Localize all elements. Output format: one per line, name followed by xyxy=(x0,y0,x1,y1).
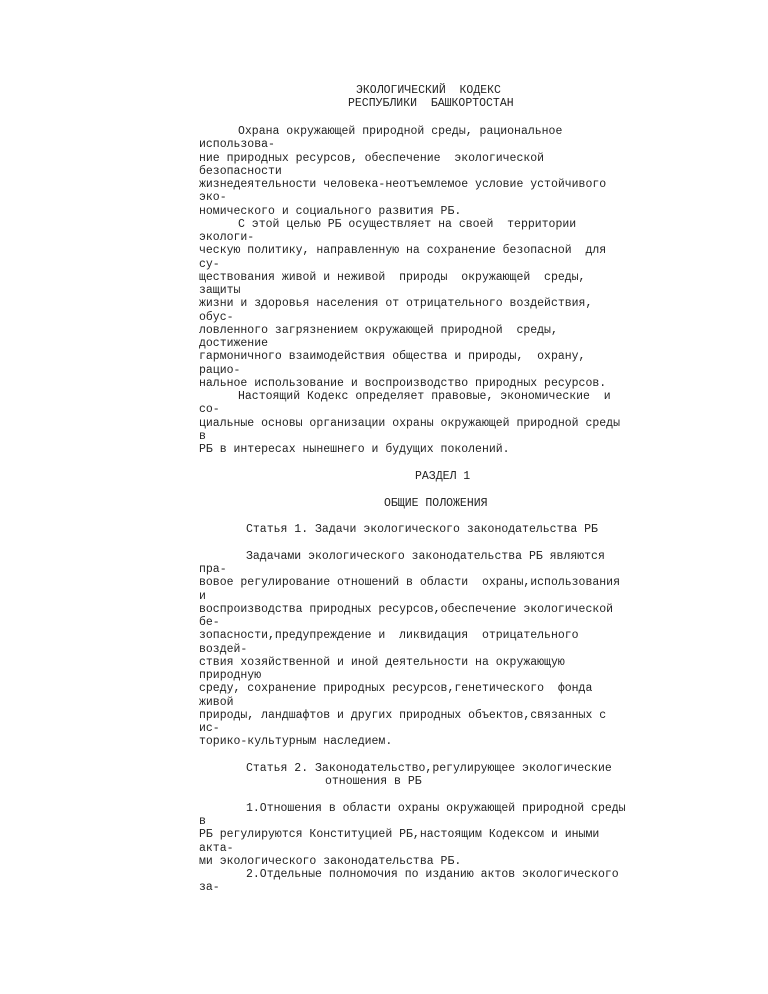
article-1-heading: Статья 1. Задачи экологического законодательства РБ xyxy=(246,523,598,536)
preamble-line: Охрана окружающей природной среды, рациональное xyxy=(238,125,563,138)
article-2-line: 2.Отдельные полномочия по изданию актов экологического xyxy=(246,868,619,881)
preamble-line: номического и социального развития РБ. xyxy=(199,205,462,218)
section-number: РАЗДЕЛ 1 xyxy=(415,470,471,483)
article-2-line: в xyxy=(199,815,206,828)
preamble-line: РБ в интересах нынешнего и будущих поколений. xyxy=(199,443,510,456)
article-2-heading-cont: отношения в РБ xyxy=(325,775,422,788)
preamble-line: Настоящий Кодекс определяет правовые, экономические и xyxy=(238,390,611,403)
preamble-line: ловленного загрязнением окружающей природной среды, xyxy=(199,324,558,337)
preamble-line: обус- xyxy=(199,311,234,324)
preamble-line: нальное использование и воспроизводство природных ресурсов. xyxy=(199,377,607,390)
article-1-line: природы, ландшафтов и других природных объектов,связанных с xyxy=(199,709,607,722)
preamble-line: безопасности xyxy=(199,165,282,178)
preamble-line: в xyxy=(199,430,206,443)
article-2-line: акта- xyxy=(199,842,234,855)
article-1-line: ис- xyxy=(199,722,220,735)
preamble-line: рацио- xyxy=(199,364,241,377)
preamble-line: достижение xyxy=(199,337,269,350)
article-2-line: за- xyxy=(199,881,220,894)
preamble-line: эко- xyxy=(199,191,227,204)
article-1-line: природную xyxy=(199,669,262,682)
preamble-line: использова- xyxy=(199,138,275,151)
title-line-2: РЕСПУБЛИКИ БАШКОРТОСТАН xyxy=(348,97,514,110)
preamble-line: со- xyxy=(199,403,220,416)
preamble-line: гармоничного взаимодействия общества и природы, охрану, xyxy=(199,350,586,363)
preamble-line: ществования живой и неживой природы окружающей среды, xyxy=(199,271,586,284)
article-1-line: и xyxy=(199,590,206,603)
article-1-line: бе- xyxy=(199,616,220,629)
preamble-line: су- xyxy=(199,258,220,271)
article-1-line: ствия хозяйственной и иной деятельности на окружающую xyxy=(199,656,565,669)
article-2-line: 1.Отношения в области охраны окружающей природной среды xyxy=(246,802,626,815)
preamble-line: защиты xyxy=(199,284,241,297)
preamble-line: ние природных ресурсов, обеспечение экологической xyxy=(199,152,545,165)
article-1-line: воздей- xyxy=(199,643,248,656)
title-line-1: ЭКОЛОГИЧЕСКИЙ КОДЕКС xyxy=(356,84,501,97)
article-1-line: живой xyxy=(199,696,234,709)
article-1-line: торико-культурным наследием. xyxy=(199,735,393,748)
article-1-line: вовое регулирование отношений в области охраны,использования xyxy=(199,576,620,589)
article-1-line: среду, сохранение природных ресурсов,генетического фонда xyxy=(199,682,593,695)
preamble-line: циальные основы организации охраны окружающей природной среды xyxy=(199,417,620,430)
article-1-line: пра- xyxy=(199,563,227,576)
article-2-heading: Статья 2. Законодательство,регулирующее экологические xyxy=(246,762,612,775)
preamble-line: жизни и здоровья населения от отрицательного воздействия, xyxy=(199,297,593,310)
article-2-line: ми экологического законодательства РБ. xyxy=(199,855,462,868)
article-1-line: Задачами экологического законодательства РБ являются xyxy=(246,550,605,563)
preamble-line: экологи- xyxy=(199,231,255,244)
preamble-line: ческую политику, направленную на сохранение безопасной для xyxy=(199,244,607,257)
article-2-line: РБ регулируются Конституцией РБ,настоящим Кодексом и иными xyxy=(199,828,600,841)
section-title: ОБЩИЕ ПОЛОЖЕНИЯ xyxy=(384,497,488,510)
preamble-line: жизнедеятельности человека-неотъемлемое условие устойчивого xyxy=(199,178,607,191)
article-1-line: воспроизводства природных ресурсов,обеспечение экологической xyxy=(199,603,614,616)
article-1-line: зопасности,предупреждение и ликвидация отрицательного xyxy=(199,629,579,642)
preamble-line: С этой целью РБ осуществляет на своей территории xyxy=(238,218,577,231)
